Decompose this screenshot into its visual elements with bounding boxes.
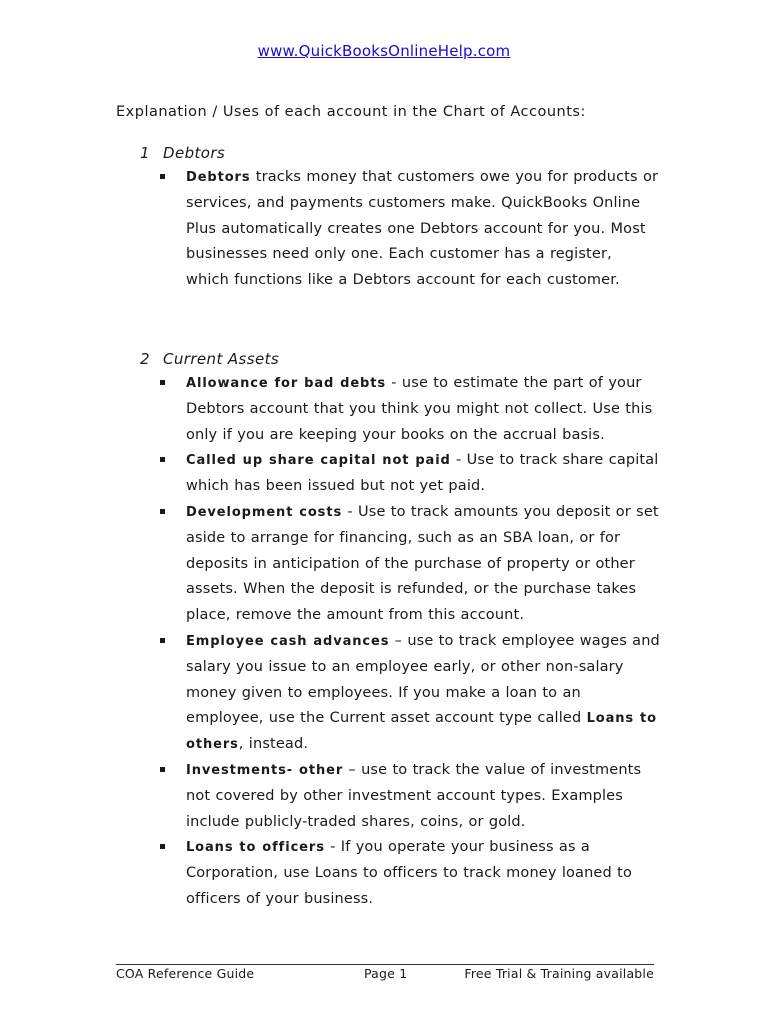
section-title-text: Debtors <box>163 144 226 162</box>
account-description: Use to track share capital which has been issued but not yet paid. <box>186 452 659 495</box>
bullet-icon <box>160 767 165 772</box>
page-title: Explanation / Uses of each account in the Chart of Accounts: <box>116 104 586 120</box>
bullet-icon <box>160 844 165 849</box>
account-term: Called up share capital not paid <box>186 453 451 469</box>
debtors-list <box>160 165 660 294</box>
term-separator: – <box>389 632 408 649</box>
account-description: Use to track amounts you deposit or set aside to arrange for financing, such as an SBA loan, or for deposits in anticipation of the purchase of property or other assets. When the deposit is refunded, or the purchase takes place, remove the amount from this account. <box>186 503 659 624</box>
list-item <box>160 758 660 835</box>
account-description: If you operate your business as a Corporation, use Loans to officers to track money loaned to officers of your business. <box>186 839 632 907</box>
account-description-tail: , instead. <box>238 736 309 753</box>
section-title-current-assets <box>140 350 279 368</box>
term-separator: - <box>324 839 341 856</box>
footer-trial-note: Free Trial & Training available <box>464 966 654 981</box>
term-separator: - <box>342 503 358 520</box>
list-item <box>160 629 660 758</box>
account-term: Loans to officers <box>186 840 325 856</box>
list-item <box>160 500 660 629</box>
bullet-icon <box>160 509 165 514</box>
current-assets-list <box>160 371 660 913</box>
bullet-icon <box>160 380 165 385</box>
footer-page-number: Page 1 <box>364 966 408 981</box>
bullet-icon <box>160 457 165 462</box>
list-item <box>160 165 660 294</box>
account-term-reference: Loans to others <box>186 711 657 753</box>
section-title-text: Current Assets <box>163 350 280 368</box>
footer-divider <box>116 964 654 965</box>
account-term: Employee cash advances <box>186 633 390 649</box>
list-item <box>160 371 660 448</box>
bullet-icon <box>160 638 165 643</box>
term-separator: - <box>386 375 402 391</box>
account-description: tracks money that customers owe you for products or services, and payments customers make. QuickBooks Online Plus automatically creates one Debtors account for you. Most businesses need only one. Each customer has a register, which functions like a Debtors account for each customer. <box>186 169 659 289</box>
account-description: use to track the value of investments not covered by other investment account types. Examples include publicly-traded shares, coins, or gold. <box>186 761 642 830</box>
section-number: 2 <box>140 350 150 368</box>
footer-guide-title: COA Reference Guide <box>116 966 255 981</box>
section-number: 1 <box>140 144 150 162</box>
account-description: use to track employee wages and salary you issue to an employee early, or other non-salary money given to employees. If you make a loan to an employee, use the Current asset account type called <box>186 632 660 727</box>
section-title-debtors <box>140 144 225 162</box>
account-description: use to estimate the part of your Debtors account that you think you might not collect. Use this only if you are keeping your books on the accrual basis. <box>186 375 653 443</box>
account-term: Development costs <box>186 504 343 520</box>
account-term: Investments- other <box>186 762 344 778</box>
term-separator: - <box>450 452 467 469</box>
account-term: Allowance for bad debts <box>186 376 387 391</box>
website-link[interactable]: www.QuickBooksOnlineHelp.com <box>257 42 511 60</box>
list-item <box>160 448 660 500</box>
bullet-icon <box>160 174 165 179</box>
term-separator: – <box>343 761 362 778</box>
account-term: Debtors <box>186 170 251 185</box>
list-item <box>160 835 660 912</box>
